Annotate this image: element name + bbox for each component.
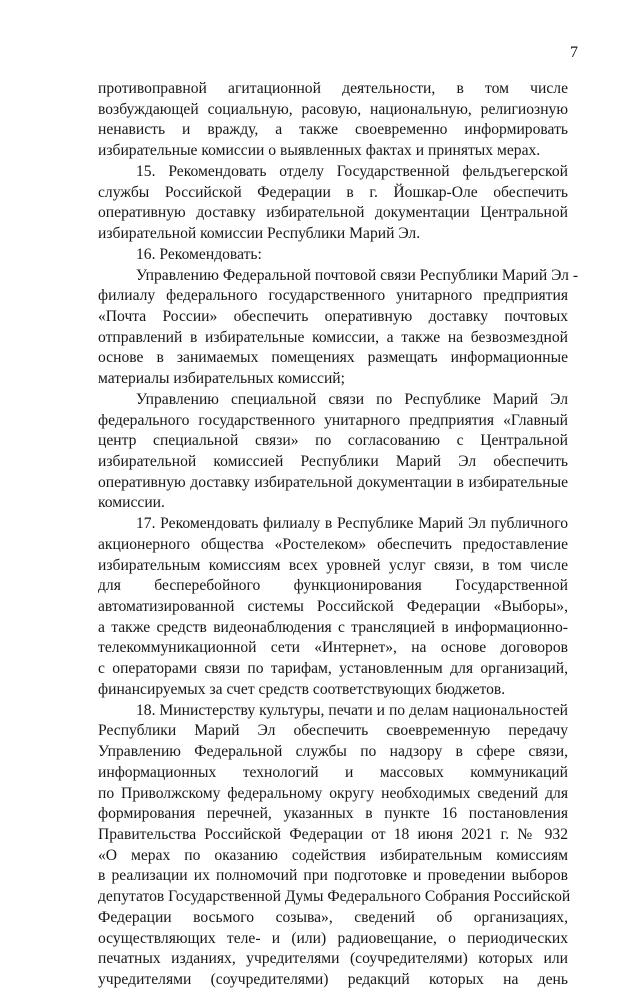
text-line: информационных технологий и массовых коммуникаций xyxy=(98,763,568,781)
text-line: 15. Рекомендовать отделу Государственной фельдъегерской xyxy=(136,162,568,180)
text-line: избирательной комиссии Республики Марий Эл. xyxy=(98,225,421,242)
text-line: акционерного общества «Ростелеком» обеспечить предоставление xyxy=(98,535,568,553)
text-line: осуществляющих теле- и (или) радиовещание, о периодических xyxy=(98,929,568,947)
text-line: избирательным комиссиям всех уровней услуг связи, в том числе xyxy=(98,556,568,574)
text-line: отправлений в избирательные комиссии, а также на безвозмездной xyxy=(98,328,568,346)
text-line: 16. Рекомендовать: xyxy=(136,245,262,263)
page-number: 7 xyxy=(570,44,578,61)
text-line: по Приволжскому федеральному округу необходимых сведений для xyxy=(98,784,568,802)
text-line: комиссии. xyxy=(98,494,165,512)
text-line: «Почта России» обеспечить оперативную доставку почтовых xyxy=(98,307,568,325)
text-line: финансируемых за счет средств соответствующих бюджетов. xyxy=(98,680,506,698)
text-line: центр специальной связи» по согласованию с Центральной xyxy=(98,432,568,450)
text-line: формирования перечней, указанных в пункте 16 постановления xyxy=(98,805,568,823)
text-line: Управлению Федеральной службы по надзору в сфере связи, xyxy=(98,743,568,760)
text-line: с операторами связи по тарифам, установленным для организаций, xyxy=(98,660,568,678)
text-line: оперативную доставку избирательной документации Центральной xyxy=(98,204,568,222)
text-line: телекоммуникационной сети «Интернет», на основе договоров xyxy=(98,639,568,657)
text-line: материалы избирательных комиссий; xyxy=(98,370,345,388)
text-line: Управлению Федеральной почтовой связи Республики Марий Эл - xyxy=(136,266,579,284)
text-line: избирательные комиссии о выявленных фактах и принятых мерах. xyxy=(98,142,541,160)
text-line: основе в занимаемых помещениях размещать информационные xyxy=(98,349,568,367)
text-line: автоматизированной системы Российской Федерации «Выборы», xyxy=(98,598,568,615)
text-line: 18. Министерству культуры, печати и по делам национальностей xyxy=(136,701,568,719)
text-line: ненависть и вражду, а также своевременно информировать xyxy=(98,121,568,139)
text-line: Управлению специальной связи по Республике Марий Эл xyxy=(136,390,568,408)
text-line: для бесперебойного функционирования Государственной xyxy=(98,577,568,595)
text-line: федерального государственного унитарного предприятия «Главный xyxy=(98,411,568,429)
text-line: Республики Марий Эл обеспечить своевременную передачу xyxy=(98,722,568,740)
text-line: оперативную доставку избирательной документации в избирательные xyxy=(98,473,568,491)
text-line: возбуждающей социальную, расовую, национальную, религиозную xyxy=(98,100,568,118)
text-line: 17. Рекомендовать филиалу в Республике Марий Эл публичного xyxy=(136,515,568,533)
text-line: учредителями (соучредителями) редакций которых на день xyxy=(98,971,568,988)
text-line: противоправной агитационной деятельности, в том числе xyxy=(98,80,568,97)
text-line: в реализации их полномочий при подготовке и проведении выборов xyxy=(98,867,568,885)
text-line: Федерации восьмого созыва», сведений об организациях, xyxy=(98,908,568,926)
text-line: службы Российской Федерации в г. Йошкар-Оле обеспечить xyxy=(98,183,568,201)
text-line: филиалу федерального государственного унитарного предприятия xyxy=(98,287,568,305)
text-line: избирательной комиссией Республики Марий Эл обеспечить xyxy=(98,453,568,470)
text-line: а также средств видеонаблюдения с трансляцией в информационно- xyxy=(98,618,568,636)
text-line: депутатов Государственной Думы Федерального Собрания Российской xyxy=(98,888,571,906)
text-line: Правительства Российской Федерации от 18 июня 2021 г. № 932 xyxy=(98,825,568,843)
text-line: печатных изданиях, учредителями (соучредителями) которых или xyxy=(98,950,568,968)
text-line: «О мерах по оказанию содействия избирательным комиссиям xyxy=(98,846,568,864)
